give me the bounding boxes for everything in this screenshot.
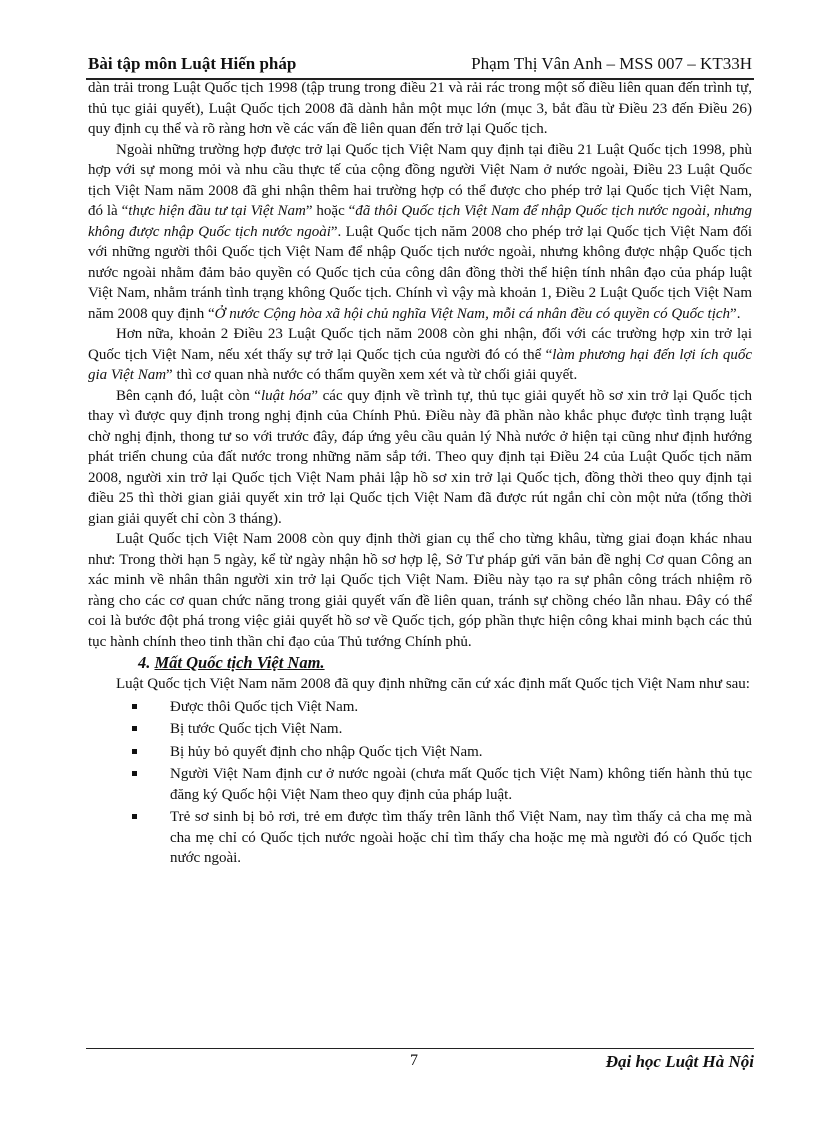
header-author: Phạm Thị Vân Anh – MSS 007 – KT33H (471, 54, 752, 73)
list-item-text: Trẻ sơ sinh bị bỏ rơi, trẻ em được tìm thấy trên lãnh thổ Việt Nam, nay tìm thấy cả cha mẹ mà cha mẹ chỉ có Quốc tịch nước ngoài hoặc chỉ tìm thấy cha hoặc mẹ mà người đó có Quốc tịch nước ngoài. (170, 809, 752, 866)
paragraph (88, 324, 752, 386)
text-run: dàn trải trong Luật Quốc tịch 1998 (tập trung trong điều 21 và rải rác trong một số điều liên quan đến trình tự, thủ tục giải quyết), Luật Quốc tịch 2008 đã dành hẳn một mục lớn (mục 3, bắt đầu từ Điều 23 đến Điều 26) quy định cụ thể và rõ ràng hơn về các vấn đề liên quan đến trở lại Quốc tịch. (88, 80, 752, 137)
text-run: ”. (730, 305, 741, 322)
bullet-list (88, 697, 752, 869)
section-title: Mất Quốc tịch Việt Nam. (154, 653, 325, 672)
list-item-text: Được thôi Quốc tịch Việt Nam. (170, 698, 359, 715)
footer-university: Đại học Luật Hà Nội (605, 1052, 754, 1071)
square-bullet-icon (132, 704, 137, 709)
italic-quote: thực hiện đầu tư tại Việt Nam (128, 203, 306, 219)
square-bullet-icon (132, 749, 137, 754)
section-intro: Luật Quốc tịch Việt Nam năm 2008 đã quy định những căn cứ xác định mất Quốc tịch Việt Nam như sau: (116, 676, 750, 692)
page-number: 7 (410, 1052, 418, 1069)
list-item-text: Bị hủy bỏ quyết định cho nhập Quốc tịch Việt Nam. (170, 743, 483, 760)
paragraph (88, 386, 752, 530)
list-item (88, 764, 752, 805)
text-run: Bên cạnh đó, luật còn “ (116, 387, 261, 404)
text-run: ”. Luật Quốc tịch năm 2008 cho phép trở lại Quốc tịch Việt Nam đối với những người thôi Quốc tịch Việt Nam để nhập Quốc tịch nước ngoài, nhưng không được nhập Quốc tịch nước ngoài nhằm đảm bảo quyền có Quốc tịch của công dân đồng thời thể hiện tính nhân đạo của pháp luật Việt Nam, nhằm tránh tình trạng không Quốc tịch. Chính vì vậy mà khoản 1, Điều 2 Luật Quốc tịch Việt Nam năm 2008 quy định “ (88, 223, 752, 322)
text-run: ” thì cơ quan nhà nước có thẩm quyền xem xét và từ chối giải quyết. (166, 367, 578, 383)
square-bullet-icon (132, 814, 137, 819)
list-item (88, 807, 752, 869)
italic-quote: làm phương hại đến lợi ích quốc gia Việt Nam (88, 346, 753, 383)
italic-quote: đã thôi Quốc tịch Việt Nam để nhập Quốc tịch nước ngoài, nhưng không được nhập Quốc tịch nước ngoài (88, 203, 753, 240)
italic-quote: luật hóa (260, 387, 312, 404)
square-bullet-icon (132, 771, 137, 776)
page-header (86, 52, 754, 80)
text-run: Luật Quốc tịch Việt Nam 2008 còn quy định thời gian cụ thể cho từng khâu, từng giai đoạn khác nhau như: Trong thời hạn 5 ngày, kể từ ngày nhận hồ sơ hợp lệ, Sở Tư pháp gửi văn bản đề nghị Cơ quan Công an xác minh về nhân thân người xin trở lại Quốc tịch Việt Nam. Điều này tạo ra sự phân công trách nhiệm rõ ràng cho các cơ quan chức năng trong giải quyết vấn đề liên quan, tránh sự chồng chéo lẫn nhau. Đây có thể coi là bước đột phá trong việc giải quyết hồ sơ về Quốc tịch, góp phần thực hiện công khai minh bạch các thủ tục hành chính theo tinh thần chỉ đạo của Thủ tướng Chính phủ. (88, 531, 752, 650)
list-item (88, 742, 752, 763)
text-run: ” hoặc “ (305, 203, 356, 219)
header-course-title: Bài tập môn Luật Hiến pháp (88, 54, 297, 73)
section-number: 4. (138, 653, 151, 672)
list-item (88, 719, 752, 740)
text-run: ” các quy định về trình tự, thủ tục giải quyết hồ sơ xin trở lại Quốc tịch thay vì được quy định trong nghị định của Chính Phủ. Điều này đã phần nào khắc phục được tình trạng luật chờ nghị định, thong tư so với trước đây, đáp ứng yêu cầu quản lý Nhà nước ở hiện tại cũng như định hướng phát triển chung của đất nước trong những năm sắp tới. Theo quy định tại Điều 24 của Luật Quốc tịch năm 2008, người xin trở lại Quốc tịch Việt Nam phải lập hồ sơ xin trở lại Quốc tịch, đồng thời theo quy định tại điều 25 thì thời gian giải quyết xin trở lại Quốc tịch Việt Nam đã được rút ngắn chỉ còn một nửa (tổng thời gian giải quyết chỉ còn 3 tháng). (88, 387, 752, 527)
text-run: Hơn nữa, khoản 2 Điều 23 Luật Quốc tịch năm 2008 còn ghi nhận, đối với các trường hợp xin trở lại Quốc tịch Việt Nam, nếu xét thấy sự trở lại Quốc tịch của người đó có thể “ (88, 326, 752, 363)
footer-divider (86, 1048, 754, 1049)
square-bullet-icon (132, 726, 137, 731)
text-run: Ngoài những trường hợp được trở lại Quốc tịch Việt Nam quy định tại điều 21 Luật Quốc tịch 1998, phù hợp với sự mong mỏi và nhu cầu thực tế của cộng đồng người Việt Nam ở nước ngoài, Điều 23 Luật Quốc tịch Việt Nam năm 2008 đã ghi nhận thêm hai trường hợp có thể được cho phép trở lại Quốc tịch Việt Nam, đó là “ (88, 141, 752, 219)
paragraph (88, 140, 752, 325)
section-heading (88, 652, 752, 674)
italic-quote: Ở nước Cộng hòa xã hội chủ nghĩa Việt Nam, mỗi cá nhân đều có quyền có Quốc tịch (214, 305, 731, 322)
paragraph (88, 78, 752, 140)
list-item (88, 697, 752, 718)
list-item-text: Người Việt Nam định cư ở nước ngoài (chưa mất Quốc tịch Việt Nam) không tiến hành thủ tục đăng ký Quốc hội Việt Nam theo quy định của pháp luật. (170, 766, 752, 803)
list-item-text: Bị tước Quốc tịch Việt Nam. (170, 721, 343, 737)
paragraph (88, 529, 752, 652)
document-body (88, 78, 752, 871)
paragraphs (88, 78, 752, 652)
